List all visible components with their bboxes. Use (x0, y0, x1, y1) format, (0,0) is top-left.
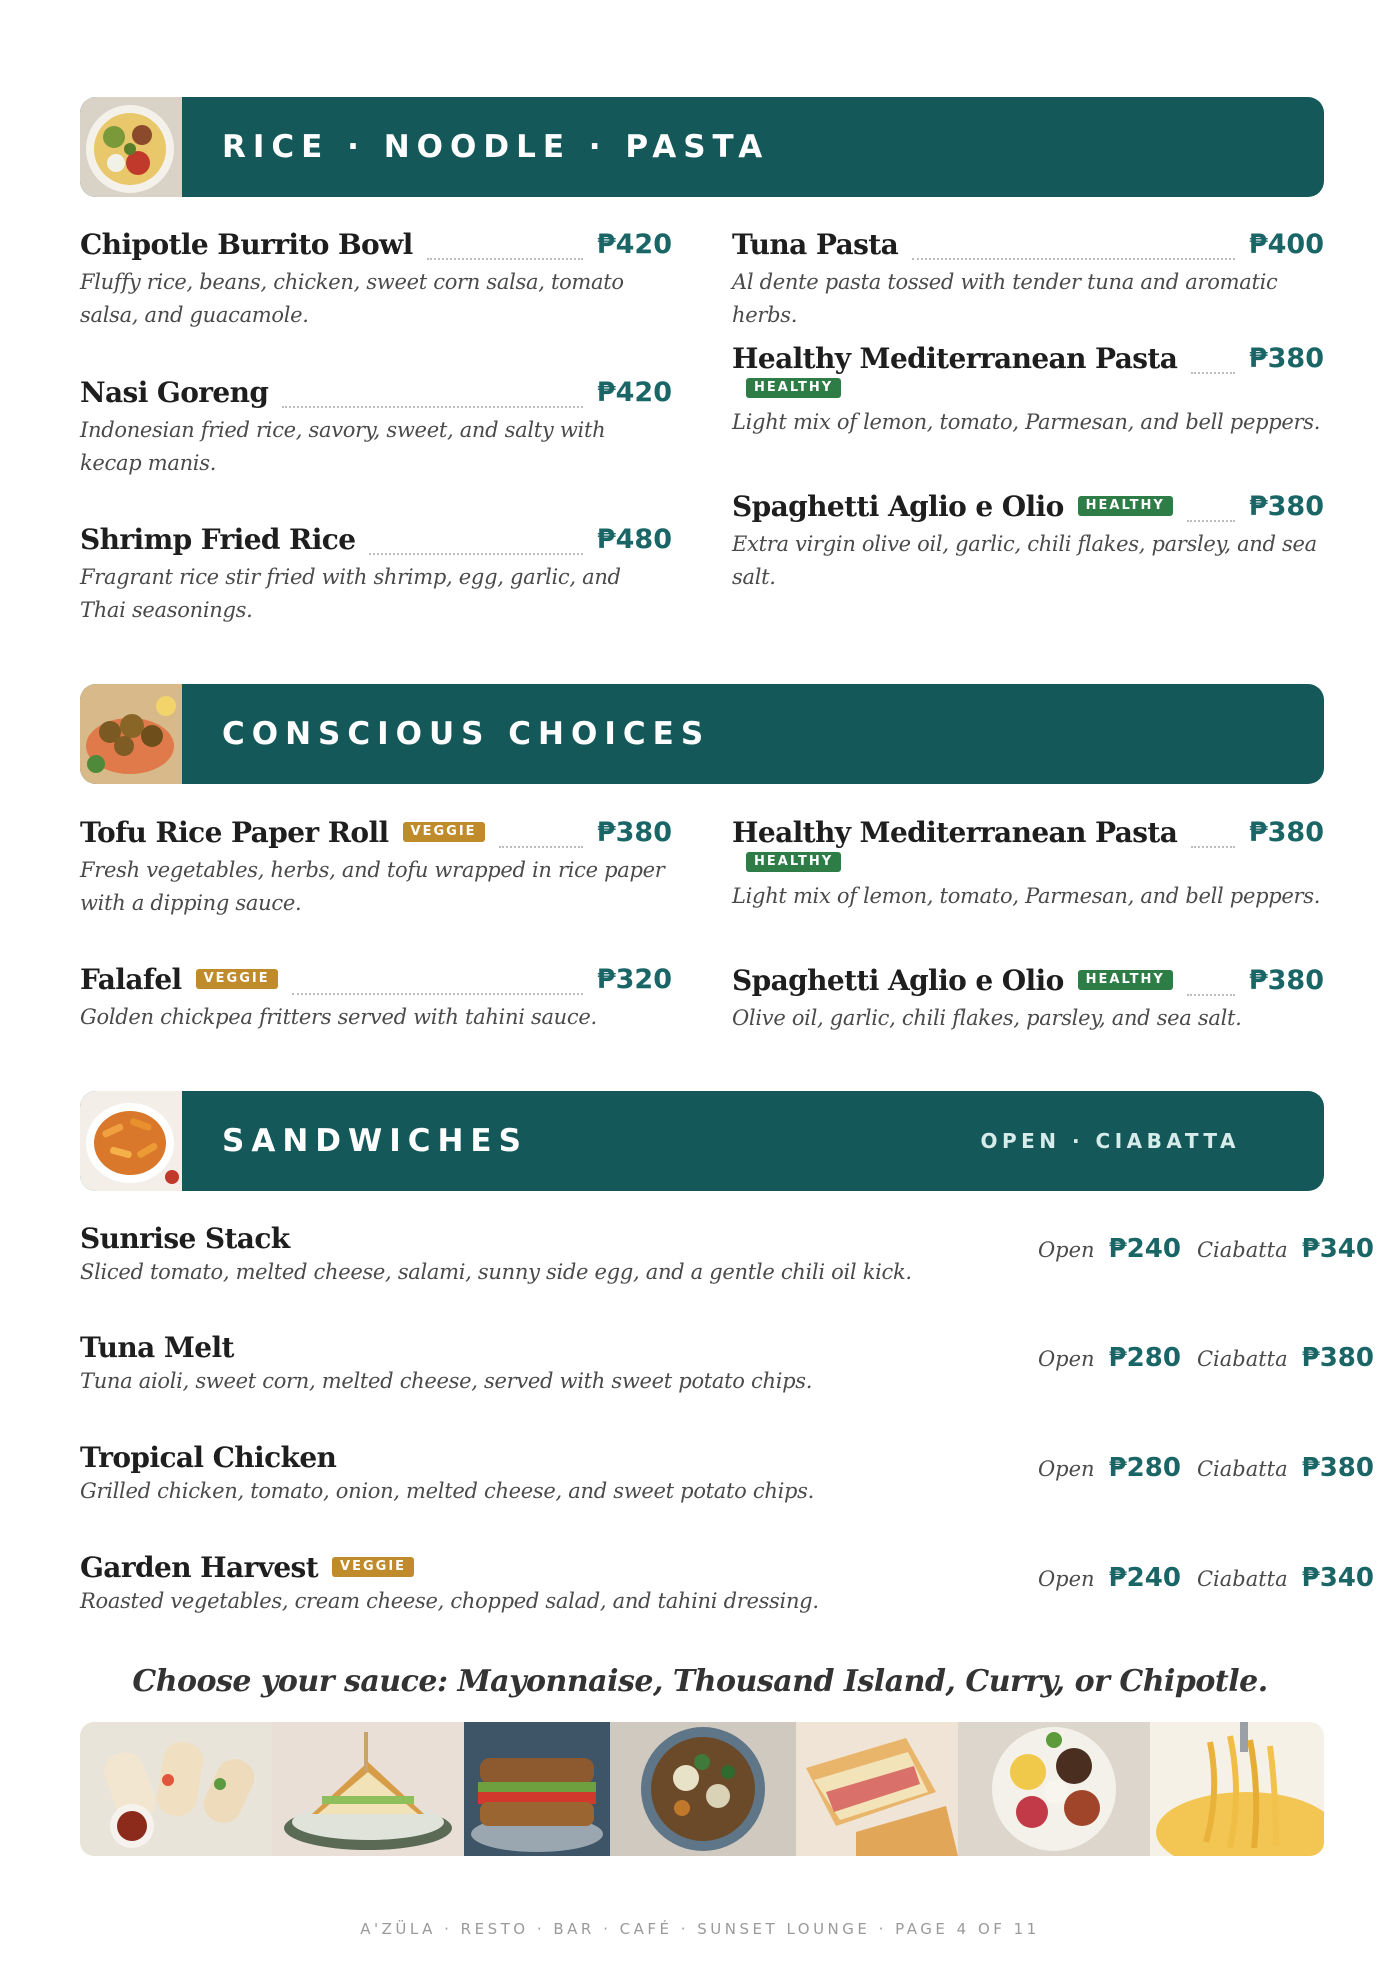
leader-dots (1191, 372, 1235, 374)
price-options (1038, 1453, 1374, 1483)
section-header-sandwiches (80, 1091, 1324, 1191)
item-name: Shrimp Fried Rice (80, 522, 356, 556)
item-description: Fluffy rice, beans, chicken, sweet corn salsa, tomato salsa, and guacamole. (80, 270, 624, 327)
panini-photo (796, 1722, 958, 1856)
menu-item-tuna-pasta (732, 224, 1324, 332)
item-price: ₱320 (596, 963, 672, 995)
healthy-badge: HEALTHY (746, 852, 841, 872)
item-name: Sunrise Stack (80, 1221, 290, 1255)
item-name: Garden Harvest (80, 1550, 319, 1584)
menu-item-falafel (80, 959, 672, 1034)
healthy-badge: HEALTHY (1078, 496, 1173, 516)
item-description: Light mix of lemon, tomato, Parmesan, and bell peppers. (732, 410, 1321, 434)
open-price: ₱280 (1108, 1453, 1181, 1483)
leader-dots (912, 258, 1235, 260)
sauce-note: Choose your sauce: Mayonnaise, Thousand Island, Curry, or Chipotle. (132, 1664, 1268, 1699)
item-price: ₱380 (1248, 964, 1324, 996)
falafel-photo (80, 684, 182, 784)
item-price: ₱380 (1248, 342, 1324, 374)
item-description: Golden chickpea fritters served with tahini sauce. (80, 1005, 597, 1029)
leader-dots (1191, 846, 1235, 848)
food-photo-strip (80, 1722, 1324, 1856)
open-label: Open (1037, 1238, 1095, 1262)
healthy-badge: HEALTHY (1078, 970, 1173, 990)
item-name: Chipotle Burrito Bowl (80, 227, 413, 261)
item-description: Fragrant rice stir fried with shrimp, egg, garlic, and Thai seasonings. (80, 565, 621, 622)
item-description: Fresh vegetables, herbs, and tofu wrapped in rice paper with a dipping sauce. (80, 858, 665, 915)
item-name: Tuna Pasta (732, 227, 899, 261)
leader-dots (1187, 520, 1235, 522)
menu-item-tofu-rice-paper-roll (80, 812, 672, 920)
leader-dots (499, 846, 583, 848)
section-title: RICE · NOODLE · PASTA (222, 129, 770, 165)
item-name: Healthy Mediterranean Pasta (732, 341, 1178, 375)
leader-dots (369, 553, 582, 555)
sandwich-item-tuna-melt (80, 1327, 1374, 1427)
leader-dots (1187, 994, 1235, 996)
ciabatta-price: ₱340 (1301, 1234, 1374, 1264)
tofu-sandwich-photo (464, 1722, 610, 1856)
spring-rolls-photo (80, 1722, 272, 1856)
sandwich-item-tropical-chicken (80, 1437, 1374, 1537)
open-label: Open (1037, 1567, 1095, 1591)
section-subtitle: OPEN · CIABATTA (980, 1129, 1240, 1153)
page-footer: A'ZÜLA · RESTO · BAR · CAFÉ · SUNSET LOUNGE · PAGE 4 OF 11 (360, 1920, 1040, 1938)
price-options (1038, 1234, 1374, 1264)
item-name: Tropical Chicken (80, 1440, 337, 1474)
price-options (1038, 1563, 1374, 1593)
item-description: Grilled chicken, tomato, onion, melted cheese, and sweet potato chips. (80, 1479, 814, 1503)
ciabatta-label: Ciabatta (1196, 1567, 1288, 1591)
menu-item-nasi-goreng (80, 372, 672, 480)
veggie-badge: VEGGIE (332, 1557, 414, 1577)
veggie-badge: VEGGIE (196, 969, 278, 989)
open-price: ₱240 (1108, 1234, 1181, 1264)
open-price: ₱240 (1108, 1563, 1181, 1593)
item-name: Tofu Rice Paper Roll (80, 815, 389, 849)
item-description: Al dente pasta tossed with tender tuna and aromatic herbs. (732, 270, 1278, 327)
item-name: Healthy Mediterranean Pasta (732, 815, 1178, 849)
item-name: Spaghetti Aglio e Olio (732, 489, 1064, 523)
item-price: ₱480 (596, 523, 672, 555)
ciabatta-price: ₱380 (1301, 1453, 1374, 1483)
item-name: Tuna Melt (80, 1330, 234, 1364)
item-description: Extra virgin olive oil, garlic, chili flakes, parsley, and sea salt. (732, 532, 1317, 589)
sandwich-item-sunrise-stack (80, 1218, 1374, 1318)
price-options (1038, 1343, 1374, 1373)
sandwich-item-garden-harvest (80, 1547, 1374, 1647)
item-price: ₱380 (1248, 816, 1324, 848)
menu-item-shrimp-fried-rice (80, 519, 672, 627)
item-description: Roasted vegetables, cream cheese, chopped salad, and tahini dressing. (80, 1589, 819, 1613)
ciabatta-price: ₱380 (1301, 1343, 1374, 1373)
grilled-sandwich-photo (272, 1722, 464, 1856)
item-description: Indonesian fried rice, savory, sweet, and salty with kecap manis. (80, 418, 606, 475)
item-description: Light mix of lemon, tomato, Parmesan, and bell peppers. (732, 884, 1321, 908)
item-name: Nasi Goreng (80, 375, 269, 409)
item-price: ₱420 (596, 376, 672, 408)
ciabatta-label: Ciabatta (1196, 1457, 1288, 1481)
ciabatta-price: ₱340 (1301, 1563, 1374, 1593)
menu-item-healthy-mediterranean-pasta (732, 338, 1324, 439)
penne-pasta-photo (80, 1091, 182, 1191)
item-name: Spaghetti Aglio e Olio (732, 963, 1064, 997)
section-title: CONSCIOUS CHOICES (222, 716, 711, 752)
burrito-bowl-photo (80, 97, 182, 197)
menu-item-spaghetti-aglio-e-olio-2 (732, 960, 1324, 1035)
menu-item-spaghetti-aglio-e-olio (732, 486, 1324, 594)
item-description: Sliced tomato, melted cheese, salami, sunny side egg, and a gentle chili oil kick. (80, 1260, 912, 1284)
open-price: ₱280 (1108, 1343, 1181, 1373)
leader-dots (427, 258, 583, 260)
curry-bowl-photo (610, 1722, 796, 1856)
item-description: Olive oil, garlic, chili flakes, parsley, and sea salt. (732, 1006, 1242, 1030)
burrito-bowl-salad-photo (958, 1722, 1150, 1856)
leader-dots (292, 993, 583, 995)
item-price: ₱380 (596, 816, 672, 848)
spaghetti-photo (1150, 1722, 1324, 1856)
ciabatta-label: Ciabatta (1196, 1347, 1288, 1371)
open-label: Open (1037, 1457, 1095, 1481)
item-description: Tuna aioli, sweet corn, melted cheese, served with sweet potato chips. (80, 1369, 813, 1393)
leader-dots (282, 406, 582, 408)
section-header-conscious-choices (80, 684, 1324, 784)
section-header-rice-noodle-pasta (80, 97, 1324, 197)
veggie-badge: VEGGIE (403, 822, 485, 842)
section-title: SANDWICHES (222, 1123, 528, 1159)
item-price: ₱380 (1248, 490, 1324, 522)
menu-item-healthy-mediterranean-pasta-2 (732, 812, 1324, 913)
open-label: Open (1037, 1347, 1095, 1371)
item-name: Falafel (80, 962, 182, 996)
menu-item-chipotle-burrito-bowl (80, 224, 672, 332)
item-price: ₱420 (596, 228, 672, 260)
healthy-badge: HEALTHY (746, 378, 841, 398)
ciabatta-label: Ciabatta (1196, 1238, 1288, 1262)
item-price: ₱400 (1248, 228, 1324, 260)
